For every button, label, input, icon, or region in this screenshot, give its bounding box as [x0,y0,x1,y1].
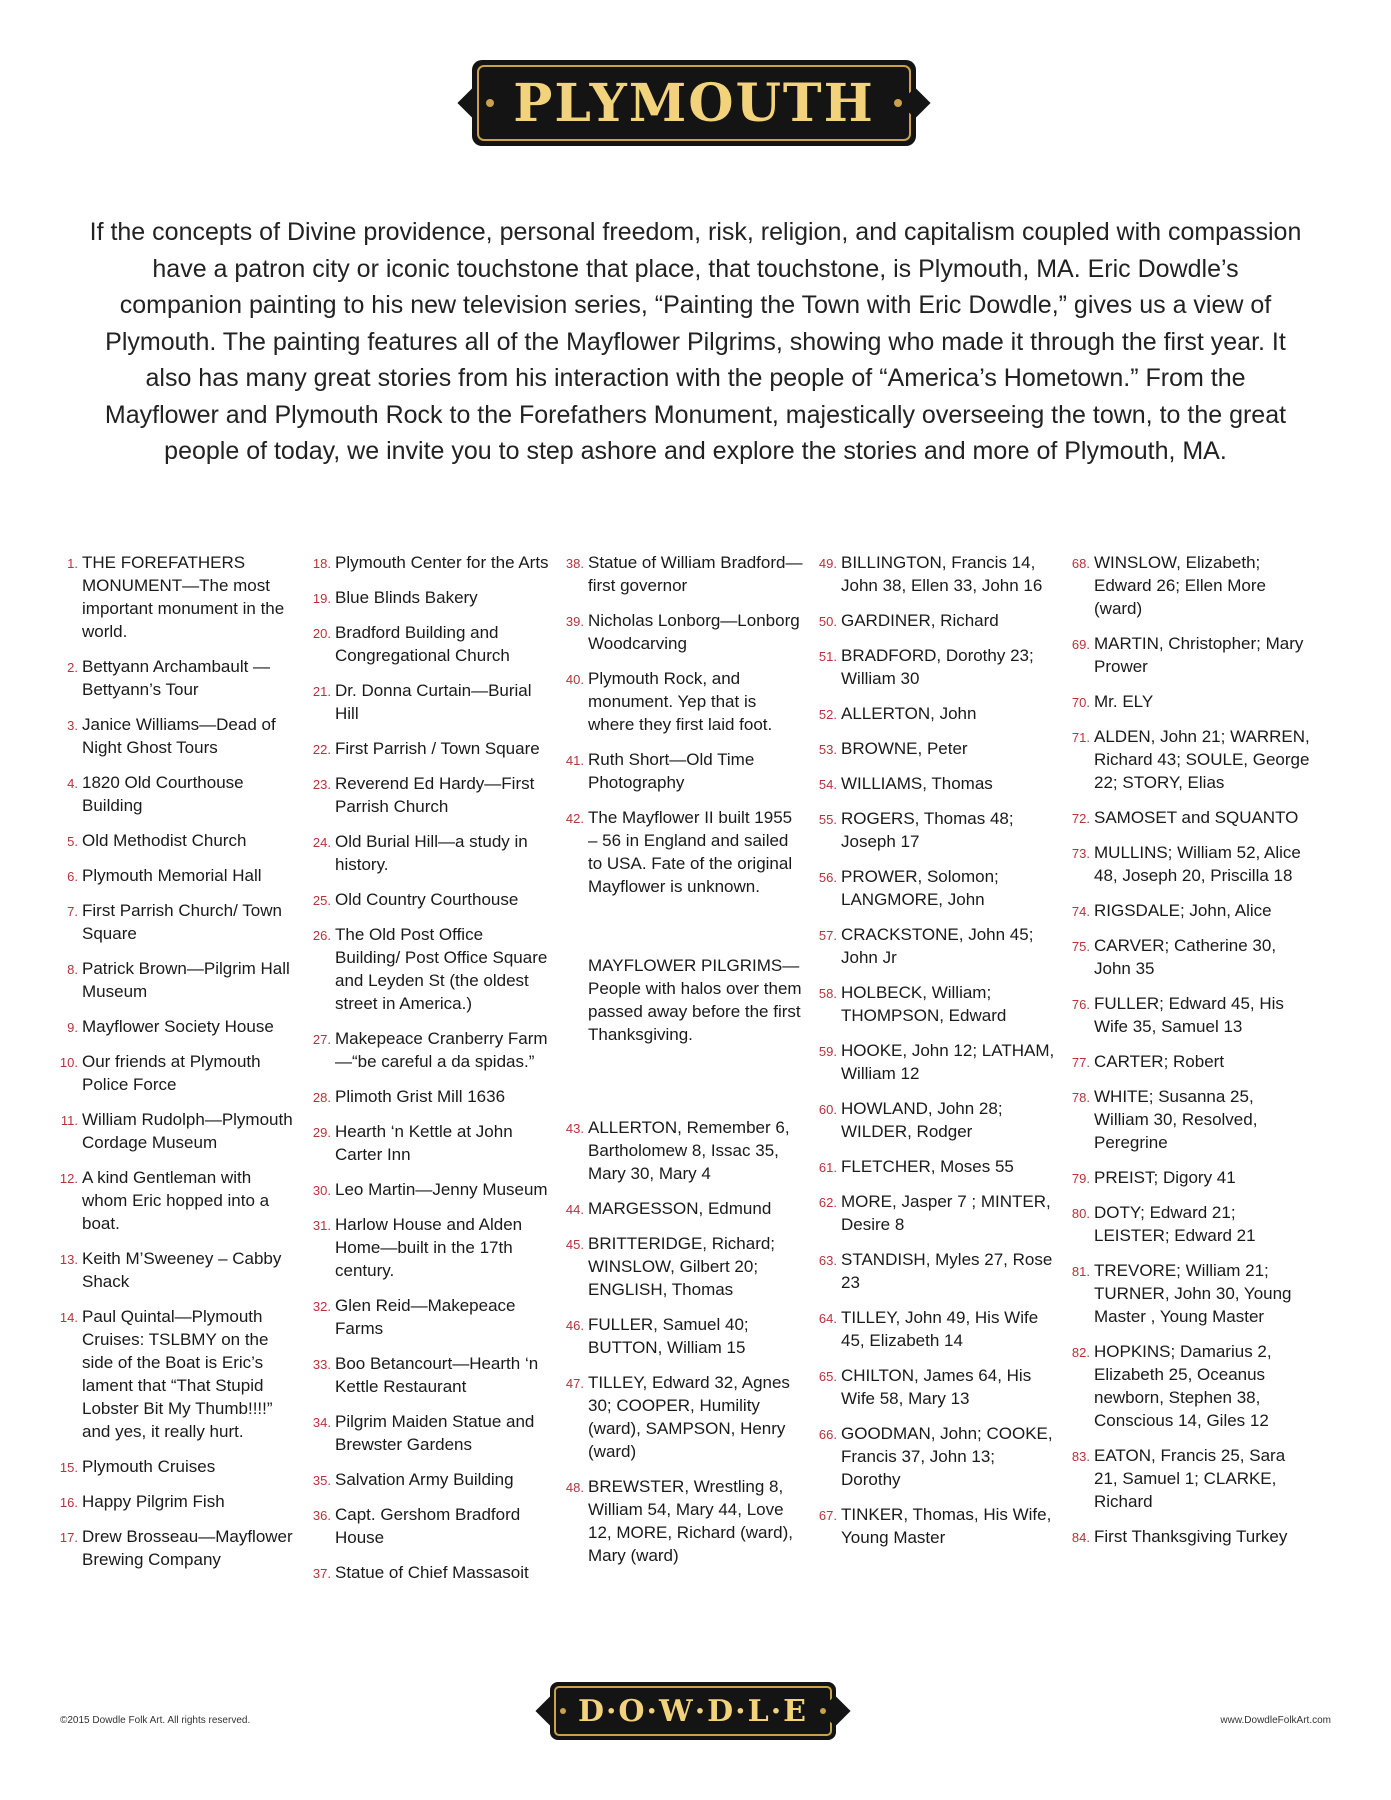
legend-number: 73. [1071,846,1090,861]
legend-item [60,771,298,817]
legend-text: MARGESSON, Edmund [588,1199,772,1218]
legend-text: HOWLAND, John 28; WILDER, Rodger [841,1099,1003,1141]
legend-item [1072,1050,1310,1073]
legend-item [566,1475,804,1567]
legend-item [1072,899,1310,922]
legend-item [566,667,804,736]
legend-number: 49. [818,556,837,571]
legend-number: 51. [818,649,837,664]
legend-number: 16. [59,1495,78,1510]
legend-item [313,772,551,818]
legend-text: Pilgrim Maiden Statue and Brewster Gardens [335,1412,535,1454]
legend-item [819,551,1057,597]
legend-item [60,1108,298,1154]
legend-item [1072,725,1310,794]
legend-text: BRITTERIDGE, Richard; WINSLOW, Gilbert 20; ENGLISH, Thomas [588,1234,776,1299]
legend-text: Makepeace Cranberry Farm—“be careful a da spidas.” [335,1029,548,1071]
legend-number: 82. [1071,1345,1090,1360]
legend-number: 23. [312,777,331,792]
legend-number: 22. [312,742,331,757]
legend-item [819,1190,1057,1236]
legend-text: HOLBECK, William; THOMPSON, Edward [841,983,1007,1025]
legend-item [566,551,804,597]
legend-item [313,1213,551,1282]
legend-text: ALLERTON, John [841,704,977,723]
legend-text: CARVER; Catherine 30, John 35 [1094,936,1277,978]
legend-item [313,1178,551,1201]
legend-text: TINKER, Thomas, His Wife, Young Master [841,1505,1052,1547]
legend-item [313,1503,551,1549]
legend-text: ROGERS, Thomas 48; Joseph 17 [841,809,1014,851]
legend-column-2 [313,551,551,1596]
legend-number: 11. [60,1113,78,1128]
legend-text: Happy Pilgrim Fish [82,1492,225,1511]
legend-item [313,586,551,609]
legend-text: The Mayflower II built 1955 – 56 in England and sailed to USA. Fate of the original Mayflower is unknown. [588,808,793,896]
legend-item [60,551,298,643]
legend-text: First Thanksgiving Turkey [1094,1527,1288,1546]
legend-text: WINSLOW, Elizabeth; Edward 26; Ellen More (ward) [1094,553,1266,618]
legend-text: HOOKE, John 12; LATHAM, William 12 [841,1041,1055,1083]
legend-number: 83. [1071,1449,1090,1464]
legend-item [1072,841,1310,887]
legend-number: 2. [67,660,78,675]
dowdle-logo-plaque [550,1682,836,1740]
legend-text: First Parrish / Town Square [335,739,540,758]
legend-item [566,1116,804,1185]
legend-item [313,830,551,876]
legend-item [819,737,1057,760]
legend-number: 75. [1071,939,1090,954]
legend-text: A kind Gentleman with whom Eric hopped into a boat. [82,1168,270,1233]
legend-text: BROWNE, Peter [841,739,968,758]
legend-text: FLETCHER, Moses 55 [841,1157,1014,1176]
legend-item [1072,1340,1310,1432]
legend-number: 24. [312,835,331,850]
legend-item [1072,1525,1310,1548]
legend-number: 62. [818,1195,837,1210]
legend-number: 55. [818,812,837,827]
legend-number: 20. [312,626,331,641]
legend-item [313,1410,551,1456]
legend-number: 30. [312,1183,331,1198]
legend-text: RIGSDALE; John, Alice [1094,901,1272,920]
legend-text: First Parrish Church/ Town Square [82,901,282,943]
legend-text: Old Country Courthouse [335,890,519,909]
legend-text: GARDINER, Richard [841,611,999,630]
legend-item [313,1027,551,1073]
legend-item [60,1455,298,1478]
legend-number: 68. [1071,556,1090,571]
legend-item [1072,551,1310,620]
legend-number: 40. [565,672,584,687]
legend-number: 71. [1071,730,1090,745]
legend-number: 15. [59,1460,78,1475]
legend-item [566,1313,804,1359]
legend-item [1072,934,1310,980]
legend-item [1072,1085,1310,1154]
legend-item [60,1247,298,1293]
website-link[interactable]: www.DowdleFolkArt.com [1220,1715,1331,1726]
legend-text: MORE, Jasper 7 ; MINTER, Desire 8 [841,1192,1051,1234]
legend-item [566,1371,804,1463]
legend-text: Nicholas Lonborg—Lonborg Woodcarving [588,611,800,653]
legend-number: 81. [1071,1264,1090,1279]
legend-number: 21. [312,684,331,699]
legend-number: 66. [818,1427,837,1442]
legend-item [819,923,1057,969]
legend-text: PREIST; Digory 41 [1094,1168,1236,1187]
legend-item [819,644,1057,690]
legend-text: BILLINGTON, Francis 14, John 38, Ellen 33, John 16 [841,553,1043,595]
legend-item [313,679,551,725]
legend-item [313,923,551,1015]
legend-number: 77. [1071,1055,1090,1070]
legend-number: 63. [818,1253,837,1268]
legend-text: Mr. ELY [1094,692,1154,711]
legend-text: DOTY; Edward 21; LEISTER; Edward 21 [1094,1203,1256,1245]
legend-text: Plymouth Rock, and monument. Yep that is where they first laid foot. [588,669,773,734]
legend-number: 34. [312,1415,331,1430]
legend-item [819,1248,1057,1294]
pilgrims-note: MAYFLOWER PILGRIMS—People with halos over them passed away before the first Thanksgiving. [588,956,802,1044]
legend-number: 74. [1071,904,1090,919]
legend-number: 58. [818,986,837,1001]
legend-number: 36. [312,1508,331,1523]
legend-number: 18. [312,556,331,571]
legend-item [60,1166,298,1235]
legend-column-5 [1072,551,1310,1560]
legend-item [819,1364,1057,1410]
legend-number: 67. [818,1508,837,1523]
legend-text: MARTIN, Christopher; Mary Prower [1094,634,1304,676]
legend-number: 61. [818,1160,837,1175]
legend-text: Salvation Army Building [335,1470,514,1489]
legend-number: 17. [59,1530,78,1545]
legend-number: 39. [565,614,584,629]
legend-text: TILLEY, Edward 32, Agnes 30; COOPER, Humility (ward), SAMPSON, Henry (ward) [588,1373,790,1461]
legend-text: Dr. Donna Curtain—Burial Hill [335,681,532,723]
legend-text: WILLIAMS, Thomas [841,774,993,793]
legend-number: 50. [818,614,837,629]
legend-item [819,807,1057,853]
legend-item [1072,632,1310,678]
legend-number: 14. [59,1310,78,1325]
legend-number: 70. [1071,695,1090,710]
plymouth-title-plaque [472,60,916,146]
legend-text: SAMOSET and SQUANTO [1094,808,1299,827]
legend-text: ALDEN, John 21; WARREN, Richard 43; SOULE, George 22; STORY, Elias [1094,727,1310,792]
legend-text: Glen Reid—Makepeace Farms [335,1296,516,1338]
legend-text: BREWSTER, Wrestling 8, William 54, Mary 44, Love 12, MORE, Richard (ward), Mary (ward) [588,1477,793,1565]
legend-item [313,1561,551,1584]
legend-number: 32. [312,1299,331,1314]
legend-item [1072,806,1310,829]
legend-number: 60. [818,1102,837,1117]
legend-text: BRADFORD, Dorothy 23; William 30 [841,646,1034,688]
legend-item [819,772,1057,795]
legend-item [819,865,1057,911]
legend-text: MULLINS; William 52, Alice 48, Joseph 20, Priscilla 18 [1094,843,1301,885]
legend-item [313,551,551,574]
legend-text: CRACKSTONE, John 45; John Jr [841,925,1034,967]
legend-number: 45. [565,1237,584,1252]
legend-text: Ruth Short—Old Time Photography [588,750,755,792]
legend-text: CARTER; Robert [1094,1052,1225,1071]
intro-paragraph: If the concepts of Divine providence, personal freedom, risk, religion, and capitalism coupled with compassion have a patron city or iconic touchstone that place, that touchstone, is Plymouth, MA. Eric Dowdle’s companion painting to his new television series, “Painting the Town with Eric Dowdle,” gives us a view of Plymouth. The painting features all of the Mayflower Pilgrims, showing who made it through the first year. It also has many great stories from his interaction with the people of “America’s Hometown.” From the Mayflower and Plymouth Rock to the Forefathers Monument, majestically overseeing the town, to the great people of today, we invite you to step ashore and explore the stories and more of Plymouth, MA. [89,218,1302,465]
legend-item [60,1015,298,1038]
legend-item [313,621,551,667]
legend-text: Patrick Brown—Pilgrim Hall Museum [82,959,290,1001]
legend-item [60,899,298,945]
legend-text: EATON, Francis 25, Sara 21, Samuel 1; CLARKE, Richard [1094,1446,1286,1511]
legend-number: 41. [565,753,584,768]
legend-item [313,1294,551,1340]
legend-text: Old Burial Hill—a study in history. [335,832,528,874]
legend-text: TILLEY, John 49, His Wife 45, Elizabeth 14 [841,1308,1039,1350]
legend-text: Our friends at Plymouth Police Force [82,1052,261,1094]
legend-number: 56. [818,870,837,885]
legend-text: Plymouth Memorial Hall [82,866,262,885]
legend-number: 27. [312,1032,331,1047]
legend-item [1072,1259,1310,1328]
legend-text: GOODMAN, John; COOKE, Francis 37, John 13; Dorothy [841,1424,1053,1489]
legend-text: THE FOREFATHERS MONUMENT—The most important monument in the world. [82,553,285,641]
legend-number: 46. [565,1318,584,1333]
legend-number: 53. [818,742,837,757]
legend-item [313,1120,551,1166]
legend-item [566,1197,804,1220]
plaque-dot-right [894,99,902,107]
legend-text: FULLER, Samuel 40; BUTTON, William 15 [588,1315,749,1357]
legend-text: STANDISH, Myles 27, Rose 23 [841,1250,1053,1292]
legend-text: Statue of William Bradford—first governor [588,553,803,595]
legend-number: 19. [312,591,331,606]
logo-dot-left [560,1708,566,1714]
legend-item [60,1305,298,1443]
legend-number: 42. [565,811,584,826]
legend-item [1072,1444,1310,1513]
legend-number: 72. [1071,811,1090,826]
page-title: PLYMOUTH [513,72,875,134]
legend-number: 48. [565,1480,584,1495]
legend-item [819,1422,1057,1491]
legend-text: TREVORE; William 21; TURNER, John 30, Young Master , Young Master [1094,1261,1292,1326]
legend-item [566,806,804,898]
legend-number: 52. [818,707,837,722]
legend-text: Plimoth Grist Mill 1636 [335,1087,506,1106]
legend-text: Plymouth Cruises [82,1457,216,1476]
legend-number: 26. [312,928,331,943]
legend-item [566,609,804,655]
legend-number: 5. [67,834,78,849]
legend-text: Drew Brosseau—Mayflower Brewing Company [82,1527,293,1569]
legend-number: 54. [818,777,837,792]
legend-number: 79. [1071,1171,1090,1186]
legend-text: HOPKINS; Damarius 2, Elizabeth 25, Oceanus newborn, Stephen 38, Conscious 14, Giles 12 [1094,1342,1272,1430]
legend-number: 28. [312,1090,331,1105]
legend-number: 29. [312,1125,331,1140]
legend-column-4 [819,551,1057,1561]
copyright-notice: ©2015 Dowdle Folk Art. All rights reserved. [60,1715,251,1726]
legend-item [819,1039,1057,1085]
legend-number: 47. [565,1376,584,1391]
legend-number: 64. [818,1311,837,1326]
legend-text: FULLER; Edward 45, His Wife 35, Samuel 13 [1094,994,1284,1036]
legend-item [566,748,804,794]
legend-number: 35. [312,1473,331,1488]
legend-text: Plymouth Center for the Arts [335,553,549,572]
legend-number: 76. [1071,997,1090,1012]
legend-text: Paul Quintal—Plymouth Cruises: TSLBMY on the side of the Boat is Eric’s lament that “That Stupid Lobster Bit My Thumb!!!!” and yes, it really hurt. [82,1307,273,1441]
legend-number: 33. [312,1357,331,1372]
legend-number: 4. [67,776,78,791]
legend-number: 6. [67,869,78,884]
legend-text: William Rudolph—Plymouth Cordage Museum [82,1110,293,1152]
legend-number: 8. [67,962,78,977]
legend-item [819,981,1057,1027]
logo-dot-right [820,1708,826,1714]
legend-text: CHILTON, James 64, His Wife 58, Mary 13 [841,1366,1032,1408]
legend-number: 78. [1071,1090,1090,1105]
legend-text: 1820 Old Courthouse Building [82,773,244,815]
legend-text: Mayflower Society House [82,1017,274,1036]
legend-item [313,1352,551,1398]
legend-number: 80. [1071,1206,1090,1221]
legend-item [60,1490,298,1513]
legend-item [60,713,298,759]
legend-item [1072,690,1310,713]
legend-text: Reverend Ed Hardy—First Parrish Church [335,774,535,816]
legend-item [819,702,1057,725]
legend-number: 44. [565,1202,584,1217]
legend-number: 3. [67,718,78,733]
legend-text: Hearth ‘n Kettle at John Carter Inn [335,1122,513,1164]
legend-item [60,829,298,852]
legend-number: 37. [312,1566,331,1581]
legend-number: 57. [818,928,837,943]
legend-text: Capt. Gershom Bradford House [335,1505,521,1547]
legend-item [60,655,298,701]
legend-text: Keith M’Sweeney – Cabby Shack [82,1249,282,1291]
legend-text: Statue of Chief Massasoit [335,1563,529,1582]
legend-number: 7. [67,904,78,919]
legend-text: Blue Blinds Bakery [335,588,478,607]
legend-number: 31. [312,1218,331,1233]
legend-text: ALLERTON, Remember 6, Bartholomew 8, Issac 35, Mary 30, Mary 4 [588,1118,790,1183]
legend-number: 84. [1071,1530,1090,1545]
legend-number: 25. [312,893,331,908]
legend-item [819,1503,1057,1549]
legend-text: Harlow House and Alden Home—built in the 17th century. [335,1215,523,1280]
legend-item [1072,1166,1310,1189]
legend-item [60,1050,298,1096]
legend-item [819,609,1057,632]
legend-item [60,957,298,1003]
legend-column-1 [60,551,298,1583]
legend-text: Old Methodist Church [82,831,247,850]
legend-number: 13. [59,1252,78,1267]
legend-text: WHITE; Susanna 25, William 30, Resolved, Peregrine [1094,1087,1258,1152]
legend-text: Bradford Building and Congregational Church [335,623,510,665]
legend-item [819,1155,1057,1178]
legend-item [60,1525,298,1571]
legend-text: Janice Williams—Dead of Night Ghost Tours [82,715,276,757]
legend-item [819,1306,1057,1352]
legend-number: 10. [59,1055,78,1070]
legend-item [819,1097,1057,1143]
legend-item [313,1468,551,1491]
legend-item [1072,1201,1310,1247]
legend-number: 12. [59,1171,78,1186]
legend-item [313,737,551,760]
legend-number: 65. [818,1369,837,1384]
legend-item [566,1232,804,1301]
legend-text: PROWER, Solomon; LANGMORE, John [841,867,999,909]
legend-number: 59. [818,1044,837,1059]
legend-text: Bettyann Archambault —Bettyann’s Tour [82,657,271,699]
plaque-dot-left [486,99,494,107]
legend-number: 69. [1071,637,1090,652]
legend-item [313,1085,551,1108]
legend-item [1072,992,1310,1038]
legend-column-3 [566,551,804,1579]
legend-number: 38. [565,556,584,571]
legend-number: 9. [67,1020,78,1035]
legend-item [60,864,298,887]
legend-text: Leo Martin—Jenny Museum [335,1180,548,1199]
legend-text: The Old Post Office Building/ Post Office Square and Leyden St (the oldest street in America.) [335,925,548,1013]
legend-text: Boo Betancourt—Hearth ‘n Kettle Restaurant [335,1354,539,1396]
legend-number: 43. [565,1121,584,1136]
legend-item [313,888,551,911]
dowdle-logo: D·O·W·D·L·E [577,1693,809,1729]
legend-number: 1. [67,556,78,571]
